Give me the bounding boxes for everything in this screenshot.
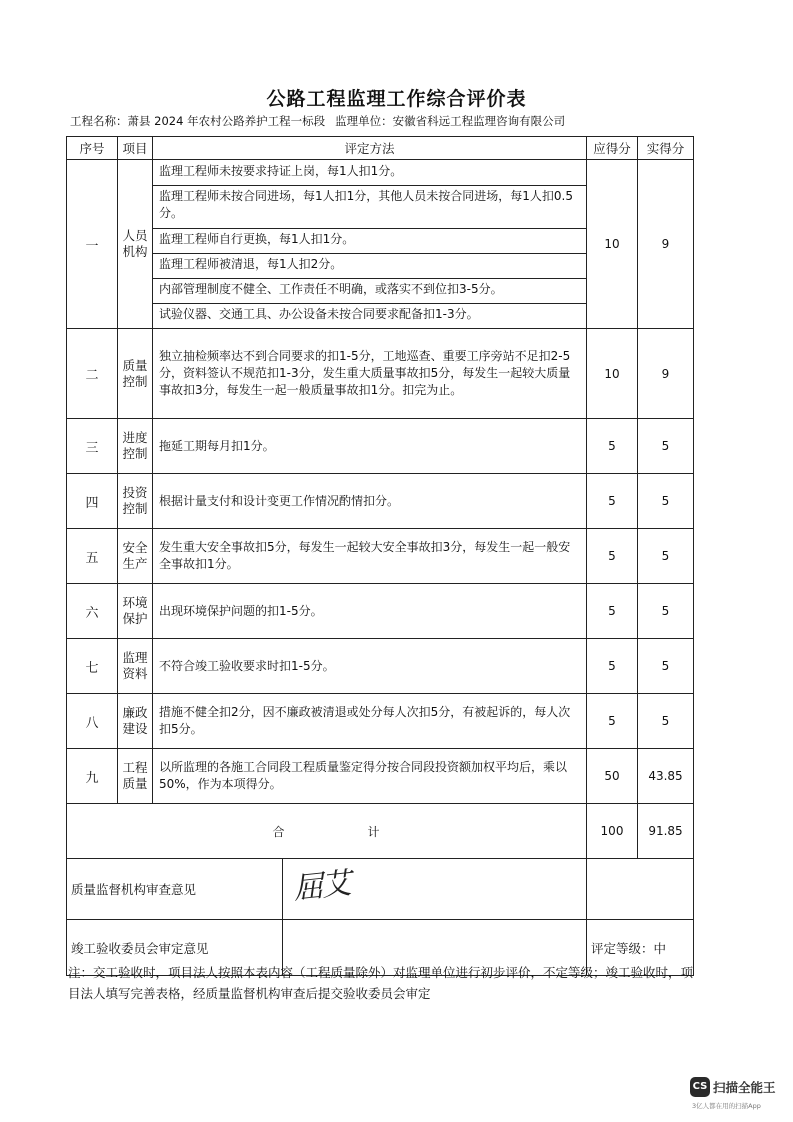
row-actual-score: 43.85 [638, 749, 694, 804]
row-should-score: 5 [587, 529, 638, 584]
supervision-review-row [67, 859, 694, 920]
table-row [67, 749, 694, 804]
row-item: 投资控制 [118, 474, 153, 529]
row-item: 廉政建设 [118, 694, 153, 749]
project-info [70, 113, 710, 129]
row-item: 监理资料 [118, 639, 153, 694]
method-line: 监理工程师未按合同进场，每1人扣1分，其他人员未按合同进场，每1人扣0.5分。 [153, 186, 586, 229]
header-seq: 序号 [67, 137, 118, 160]
row-seq: 二 [67, 329, 118, 419]
header-item: 项目 [118, 137, 153, 160]
scanner-tagline: 3亿人都在用的扫描App [692, 1102, 761, 1110]
scanner-app-name: 扫描全能王 [713, 1080, 776, 1095]
total-row [67, 804, 694, 859]
row-method-list [153, 160, 587, 329]
footnote: 注：交工验收时，项目法人按照本表内容（工程质量除外）对监理单位进行初步评价，不定等级；竣工验收时，项目法人填写完善表格，经质量监督机构审查后提交验收委员会审定 [68, 965, 694, 1001]
row-should-score: 5 [587, 694, 638, 749]
row-actual-score: 5 [638, 584, 694, 639]
header-actual: 实得分 [638, 137, 694, 160]
row-should-score: 5 [587, 584, 638, 639]
row-item: 进度控制 [118, 419, 153, 474]
row-method: 出现环境保护问题的扣1-5分。 [153, 584, 587, 639]
evaluation-table [66, 136, 694, 976]
row-actual-score: 9 [638, 160, 694, 329]
row-item: 人员机构 [118, 160, 153, 329]
row-seq: 九 [67, 749, 118, 804]
table-header-row [67, 137, 694, 160]
unit-label: 监理单位： [335, 114, 393, 128]
row-should-score: 5 [587, 419, 638, 474]
project-name: 萧县 2024 年农村公路养护工程一标段 [127, 114, 326, 128]
method-line: 试验仪器、交通工具、办公设备未按合同要求配备扣1-3分。 [159, 306, 479, 321]
row-seq: 七 [67, 639, 118, 694]
signature-mark: 屈艾 [291, 866, 352, 907]
signature [283, 859, 586, 919]
table-row [67, 584, 694, 639]
method-line: 监理工程师被清退，每1人扣2分。 [153, 254, 586, 279]
row-should-score: 10 [587, 160, 638, 329]
row-method: 根据计量支付和设计变更工作情况酌情扣分。 [153, 474, 587, 529]
row-seq: 一 [67, 160, 118, 329]
row-item: 工程质量 [118, 749, 153, 804]
row-actual-score: 5 [638, 529, 694, 584]
row-should-score: 50 [587, 749, 638, 804]
row-should-score: 5 [587, 639, 638, 694]
row-seq: 六 [67, 584, 118, 639]
row-method: 发生重大安全事故扣5分，每发生一起较大安全事故扣3分，每发生一起一般安全事故扣1分。 [153, 529, 587, 584]
row-actual-score: 5 [638, 419, 694, 474]
row-seq: 三 [67, 419, 118, 474]
row-seq: 四 [67, 474, 118, 529]
row-actual-score: 5 [638, 639, 694, 694]
row-actual-score: 9 [638, 329, 694, 419]
total-label-a: 合 [272, 824, 286, 839]
project-label: 工程名称： [70, 114, 128, 128]
table-row [67, 160, 694, 329]
total-label [67, 804, 587, 859]
header-method: 评定方法 [153, 137, 587, 160]
row-item: 质量控制 [118, 329, 153, 419]
table-row [67, 474, 694, 529]
method-line: 监理工程师未按要求持证上岗，每1人扣1分。 [153, 161, 586, 186]
row-method: 独立抽检频率达不到合同要求的扣1-5分，工地巡查、重要工序旁站不足扣2-5分，资料签认不规范扣1-3分，发生重大质量事故扣5分，每发生一起较大质量事故扣3分，每发生一起一般质量事故扣1分。扣完为止。 [153, 329, 587, 419]
row-item: 环境保护 [118, 584, 153, 639]
scanner-logo-icon: CS [690, 1077, 710, 1097]
row-method: 以所监理的各施工合同段工程质量鉴定得分按合同段投资额加权平均后，乘以50%，作为本项得分。 [153, 749, 587, 804]
row-seq: 五 [67, 529, 118, 584]
scanner-watermark [690, 1077, 790, 1115]
total-should-score: 100 [587, 804, 638, 859]
row-actual-score: 5 [638, 474, 694, 529]
committee-review-label: 竣工验收委员会审定意见 [67, 920, 283, 975]
unit-name: 安徽省科远工程监理咨询有限公司 [392, 114, 566, 128]
row-method: 措施不健全扣2分，因不廉政被清退或处分每人次扣5分，有被起诉的，每人次扣5分。 [153, 694, 587, 749]
method-line: 内部管理制度不健全、工作责任不明确，或落实不到位扣3-5分。 [153, 279, 586, 304]
table-row [67, 419, 694, 474]
supervision-review-label: 质量监督机构审查意见 [67, 859, 283, 919]
row-method: 拖延工期每月扣1分。 [153, 419, 587, 474]
row-actual-score: 5 [638, 694, 694, 749]
table-row [67, 329, 694, 419]
row-should-score: 10 [587, 329, 638, 419]
row-method: 不符合竣工验收要求时扣1-5分。 [153, 639, 587, 694]
table-row [67, 529, 694, 584]
table-row [67, 694, 694, 749]
row-should-score: 5 [587, 474, 638, 529]
header-should: 应得分 [587, 137, 638, 160]
grade-field: 评定等级：中 [587, 920, 694, 976]
table-row [67, 639, 694, 694]
method-line: 监理工程师自行更换，每1人扣1分。 [153, 229, 586, 254]
total-actual-score: 91.85 [638, 804, 694, 859]
total-label-b: 计 [367, 824, 381, 839]
row-item: 安全生产 [118, 529, 153, 584]
row-seq: 八 [67, 694, 118, 749]
page-title: 公路工程监理工作综合评价表 [266, 88, 527, 110]
